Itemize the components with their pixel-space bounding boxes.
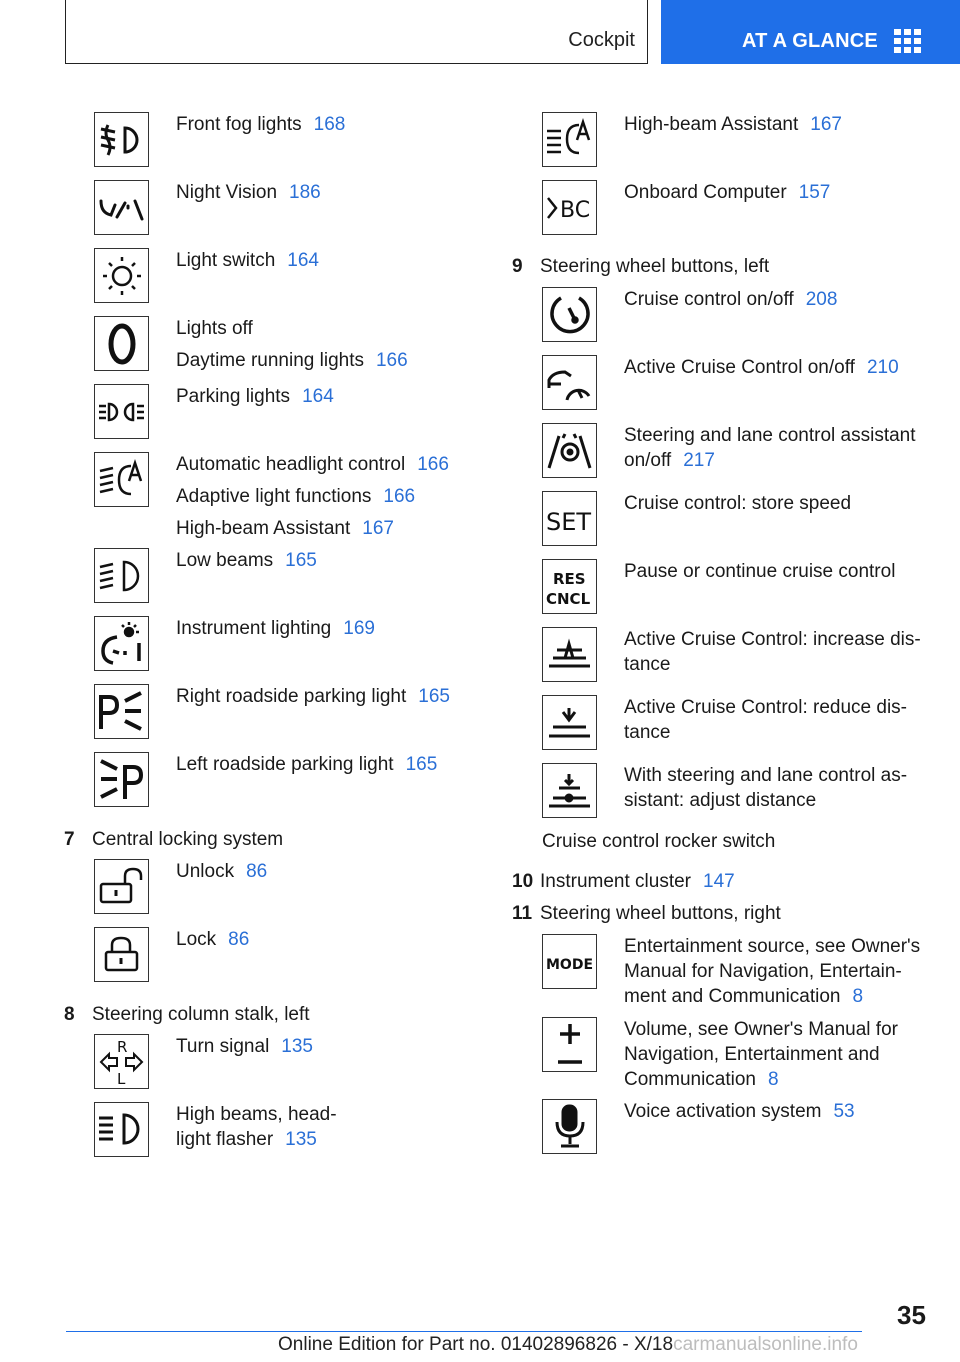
item-title: Steering wheel buttons, right <box>540 903 781 924</box>
icon-letters-cncl: CNCL <box>546 590 591 608</box>
entry-label: Pause or continue cruise control <box>624 561 896 582</box>
footer-divider <box>66 1331 862 1332</box>
automatic-headlight-icon <box>94 452 149 507</box>
item-heading-9 <box>512 254 769 279</box>
entry-label: Onboard Computer <box>624 182 787 203</box>
entry-label: High-beam Assistant <box>176 518 351 539</box>
voice-activation-icon <box>542 1099 597 1154</box>
entry-label: Adaptive light functions <box>176 486 372 507</box>
entry-label: Communication <box>624 1069 756 1090</box>
entry-label: Low beams <box>176 550 274 571</box>
icon-letters-bc: BC <box>560 198 591 223</box>
reduce-distance-icon <box>542 695 597 750</box>
grid-menu-icon <box>894 29 922 53</box>
page-ref-link[interactable]: 167 <box>362 518 394 539</box>
increase-distance-icon <box>542 627 597 682</box>
item-heading-7 <box>64 827 283 852</box>
entry-label: Active Cruise Control: reduce dis- <box>624 697 907 718</box>
cruise-control-icon <box>542 287 597 342</box>
item-number: 11 <box>512 903 533 924</box>
entry-label: Navigation, Entertainment and <box>624 1044 880 1065</box>
item-title: Instrument cluster <box>540 871 691 892</box>
page-ref-link[interactable]: 53 <box>833 1101 855 1122</box>
volume-icon <box>542 1017 597 1072</box>
footer-watermark: carmanualsonline.info <box>673 1334 858 1355</box>
entry-label: Right roadside parking light <box>176 686 407 707</box>
rocker-switch-caption: Cruise control rocker switch <box>542 831 776 852</box>
entry-label: Light switch <box>176 250 276 271</box>
turn-signal-icon <box>94 1034 149 1089</box>
item-title: Central locking system <box>92 829 284 850</box>
entry-label: ment and Communication <box>624 986 841 1007</box>
onboard-computer-icon <box>542 180 597 235</box>
entry-label: High beams, head- <box>176 1104 337 1125</box>
page-ref-link[interactable]: 166 <box>417 454 449 475</box>
entry-label: Instrument lighting <box>176 618 332 639</box>
page-ref-link[interactable]: 86 <box>228 929 250 950</box>
header-section-box <box>65 0 648 64</box>
entry-label: sistant: adjust distance <box>624 790 817 811</box>
low-beams-icon <box>94 548 149 603</box>
entry-label: Front fog lights <box>176 114 302 135</box>
page-ref-link[interactable]: 8 <box>768 1069 779 1090</box>
active-cruise-control-icon <box>542 355 597 410</box>
page-ref-link[interactable]: 135 <box>281 1036 313 1057</box>
entry-label: Automatic headlight control <box>176 454 406 475</box>
entry-label: Entertainment source, see Owner's <box>624 936 921 957</box>
page-ref-link[interactable]: 166 <box>383 486 416 507</box>
entry-label: Night Vision <box>176 182 278 203</box>
adjust-distance-icon <box>542 763 597 818</box>
high-beams-icon <box>94 1102 149 1157</box>
page-ref-link[interactable]: 168 <box>313 114 346 135</box>
entry-label: tance <box>624 722 671 743</box>
entry-label: Active Cruise Control: increase dis- <box>624 629 921 650</box>
page-ref-link[interactable]: 8 <box>852 986 864 1007</box>
footer-edition: Online Edition for Part no. 01402896826 - X/18 <box>278 1334 674 1355</box>
page-ref-link[interactable]: 167 <box>810 114 842 135</box>
page-ref-link[interactable]: 208 <box>805 289 838 310</box>
entry-label: Volume, see Owner's Manual for <box>624 1019 898 1040</box>
page-ref-link[interactable]: 166 <box>375 350 408 371</box>
entry-label: Parking lights <box>176 386 291 407</box>
item-number: 7 <box>64 829 75 850</box>
item-heading-10 <box>512 869 735 894</box>
left-parking-light-icon <box>94 752 149 807</box>
icon-letters-mode: MODE <box>546 957 594 973</box>
page-ref-link[interactable]: 165 <box>405 754 438 775</box>
lane-control-assistant-icon <box>542 423 597 478</box>
entry-label: tance <box>624 654 671 675</box>
entry-label: Lights off <box>176 318 253 339</box>
header-chapter-box <box>661 0 960 64</box>
header-chapter-title: AT A GLANCE <box>742 30 878 52</box>
entry-label: Manual for Navigation, Entertain- <box>624 961 902 982</box>
entry-label: Daytime running lights <box>176 350 364 371</box>
entry-label: Lock <box>176 929 217 950</box>
page-ref-link[interactable]: 217 <box>683 450 715 471</box>
night-vision-icon <box>94 180 149 235</box>
page-ref-link[interactable]: 165 <box>418 686 450 707</box>
parking-lights-icon <box>94 384 149 439</box>
entry-label: Cruise control: store speed <box>624 493 852 514</box>
page-ref-link[interactable]: 210 <box>866 357 899 378</box>
right-parking-light-icon <box>94 684 149 739</box>
entry-label: on/off <box>624 450 672 471</box>
header-section-title: Cockpit <box>568 29 635 51</box>
high-beam-assistant-icon <box>542 112 597 167</box>
page-ref-link[interactable]: 164 <box>302 386 334 407</box>
front-fog-lights-icon <box>94 112 149 167</box>
icon-letter-r: R <box>117 1038 128 1056</box>
item-title: Steering column stalk, left <box>92 1004 310 1025</box>
page-ref-link[interactable]: 135 <box>285 1129 317 1150</box>
page-ref-link[interactable]: 186 <box>289 182 321 203</box>
lights-off-icon <box>94 316 149 371</box>
page-ref-link[interactable]: 86 <box>246 861 268 882</box>
entry-label: Turn signal <box>176 1036 270 1057</box>
res-cncl-icon <box>542 559 597 614</box>
entry-label: With steering and lane control as- <box>624 765 908 786</box>
mode-icon <box>542 934 597 989</box>
page-ref-link[interactable]: 169 <box>343 618 375 639</box>
entry-label: High-beam Assistant <box>624 114 799 135</box>
entry-label: Cruise control on/off <box>624 289 794 310</box>
item-number: 10 <box>512 871 534 892</box>
page-ref-link[interactable]: 164 <box>287 250 319 271</box>
page-number: 35 <box>897 1300 926 1330</box>
item-title: Steering wheel buttons, left <box>540 256 770 277</box>
entry-label: Unlock <box>176 861 235 882</box>
page-ref-link[interactable]: 157 <box>798 182 831 203</box>
entry-label: Voice activation system <box>624 1101 822 1122</box>
icon-letters-res: RES <box>553 570 586 588</box>
page-ref-link[interactable]: 147 <box>703 871 735 892</box>
item-number: 8 <box>64 1004 75 1025</box>
light-switch-icon <box>94 248 149 303</box>
unlock-icon <box>94 859 149 914</box>
lock-icon <box>94 927 149 982</box>
instrument-lighting-icon <box>94 616 149 671</box>
icon-letters-set: SET <box>546 508 592 536</box>
item-heading-8 <box>64 1002 310 1027</box>
entry-label: light flasher <box>176 1129 274 1150</box>
icon-letter-l: L <box>117 1070 126 1088</box>
set-speed-icon <box>542 491 597 546</box>
page-ref-link[interactable]: 165 <box>285 550 317 571</box>
entry-label: Left roadside parking light <box>176 754 394 775</box>
footer-edition-line <box>278 1334 858 1356</box>
item-number: 9 <box>512 256 523 277</box>
entry-label: Steering and lane control assistant <box>624 425 916 446</box>
entry-label: Active Cruise Control on/off <box>624 357 855 378</box>
item-heading-11 <box>512 901 781 926</box>
